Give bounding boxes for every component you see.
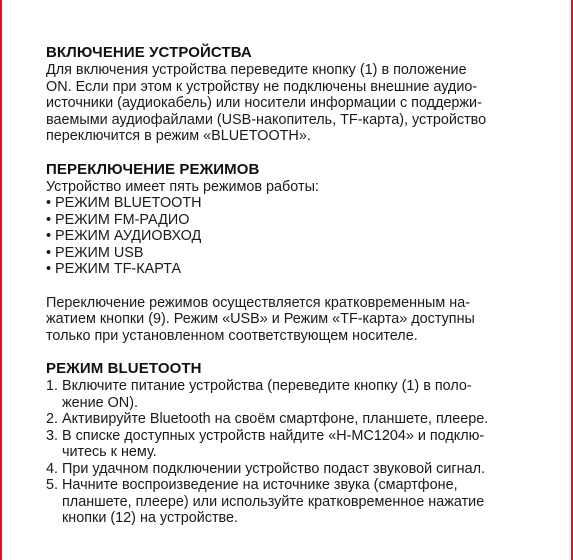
text-line: Устройство имеет пять режимов работы: [46, 178, 319, 195]
text-line: Начните воспроизведение на источнике звука (смартфоне, [62, 477, 458, 493]
left-red-edge [0, 0, 2, 560]
list-item [46, 378, 526, 411]
text-line: кнопки (12) на устройстве. [62, 510, 239, 526]
bluetooth-mode-heading: РЕЖИМ BLUETOOTH [46, 360, 202, 377]
list-item: • РЕЖИМ АУДИОВХОД [46, 228, 202, 244]
list-item [46, 411, 526, 428]
text-line: переключится в режим «BLUETOOTH». [46, 128, 311, 144]
list-item: • РЕЖИМ USB [46, 244, 144, 261]
step-number: 3. [46, 427, 59, 444]
text-line: Включите питание устройства (переведите кнопку (1) в поло- [62, 378, 472, 394]
text-line: При удачном подключении устройство подаст звуковой сигнал. [62, 460, 485, 477]
text-line: читесь к нему. [62, 444, 157, 460]
list-item: • РЕЖИМ BLUETOOTH [46, 195, 202, 211]
modes-note-paragraph [46, 295, 526, 345]
text-line: ON. Если при этом к устройству не подключены внешние аудио- [46, 78, 478, 95]
step-number: 2. [46, 411, 59, 427]
text-line: Для включения устройства переведите кнопку (1) в положение [46, 62, 467, 78]
text-line: В списке доступных устройств найдите «H-MC1204» и подклю- [62, 427, 485, 444]
modes-list [46, 195, 526, 278]
step-number: 4. [46, 460, 59, 477]
power-on-heading: ВКЛЮЧЕНИЕ УСТРОЙСТВА [46, 44, 252, 61]
list-item: • РЕЖИМ TF-КАРТА [46, 261, 182, 277]
power-on-paragraph [46, 62, 526, 145]
bluetooth-steps-list [46, 378, 526, 527]
text-line: Переключение режимов осуществляется кратковременным на- [46, 294, 470, 311]
modes-intro [46, 179, 526, 196]
manual-content [46, 44, 526, 527]
text-line: ваемыми аудиофайлами (USB-накопитель, TF-карта), устройство [46, 111, 487, 128]
text-line: планшете, плеере) или используйте кратковременное нажатие [62, 493, 485, 510]
list-item: • РЕЖИМ FM-РАДИО [46, 211, 190, 228]
mode-switch-heading: ПЕРЕКЛЮЧЕНИЕ РЕЖИМОВ [46, 160, 260, 178]
text-line: источники (аудиокабель) или носители информации с поддержи- [46, 95, 482, 111]
text-line: Активируйте Bluetooth на своём смартфоне, планшете, плеере. [62, 411, 489, 427]
text-line: только при установленном соответствующем носителе. [46, 327, 418, 344]
step-number: 1. [46, 378, 59, 394]
list-item [46, 461, 526, 478]
list-item [46, 428, 526, 461]
list-item [46, 477, 526, 527]
text-line: жатием кнопки (9). Режим «USB» и Режим «TF-карта» доступны [46, 311, 475, 327]
step-number: 5. [46, 477, 59, 493]
text-line: жение ON). [62, 394, 138, 411]
